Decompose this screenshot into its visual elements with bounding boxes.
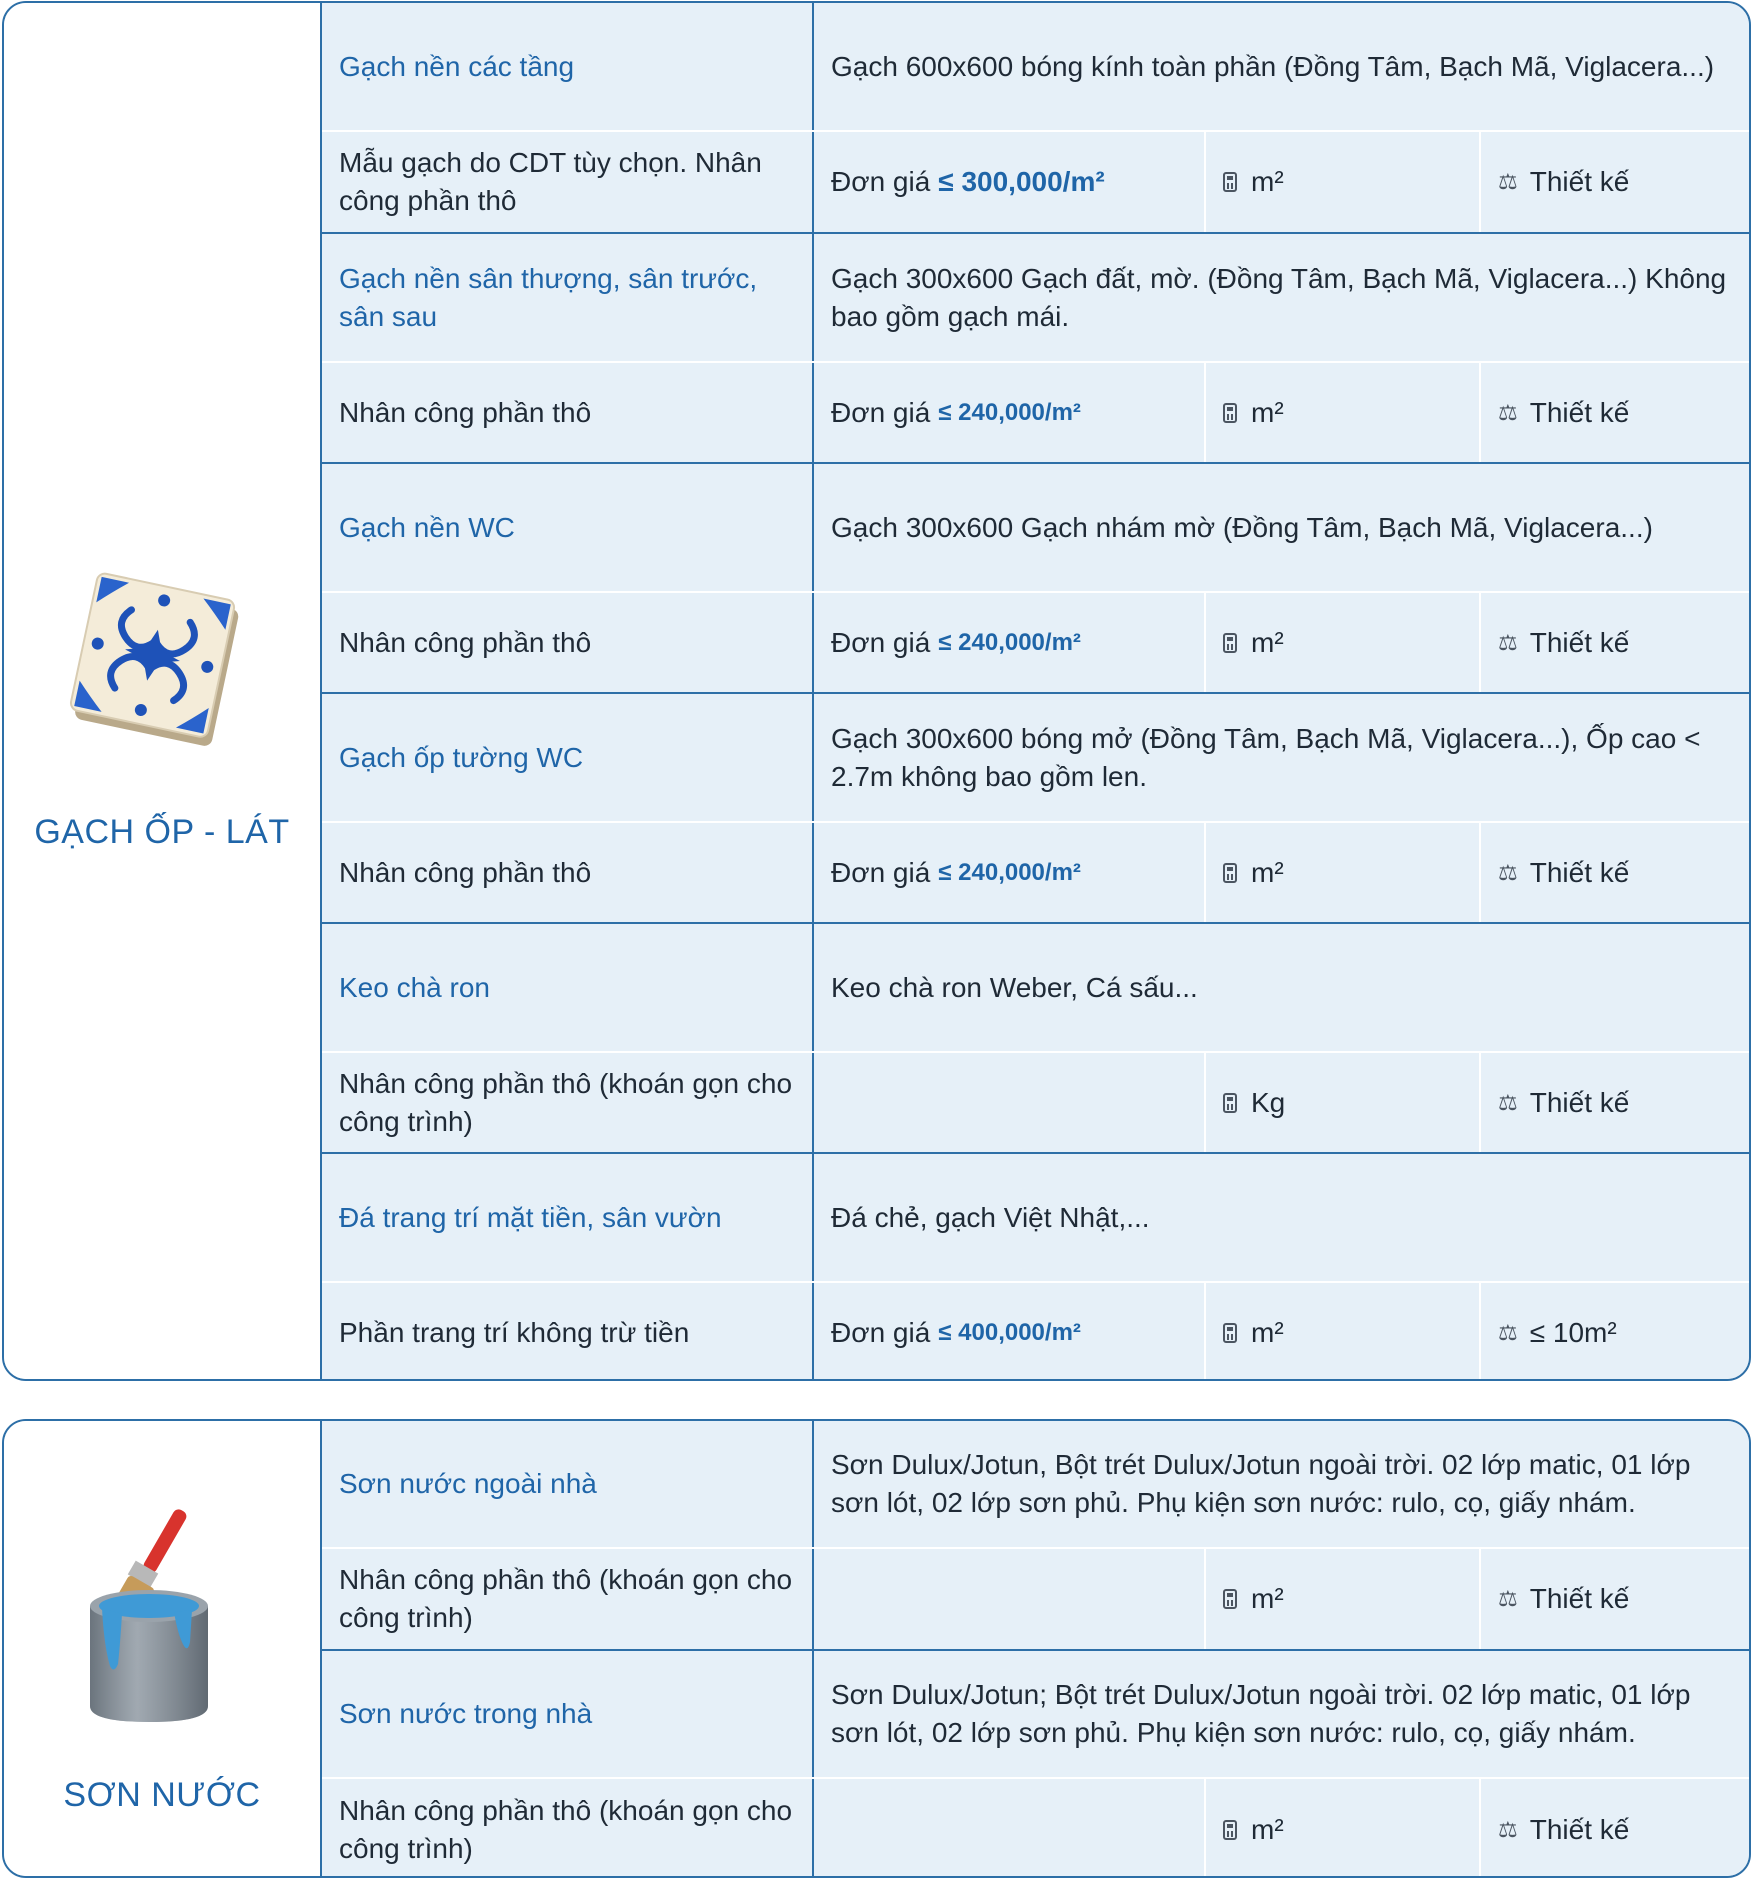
- note: [1481, 593, 1749, 692]
- scale-icon: ⚖: [1498, 1586, 1518, 1611]
- unit-price: [814, 1283, 1206, 1381]
- unit: [1206, 363, 1481, 462]
- table-row: [322, 1651, 1749, 1779]
- unit-price: [814, 593, 1206, 692]
- table-row: [322, 1283, 1749, 1381]
- unit-price: [814, 363, 1206, 462]
- item-name: Nhân công phần thô: [322, 593, 814, 692]
- table-row: [322, 1154, 1749, 1283]
- item-name: Nhân công phần thô: [322, 363, 814, 462]
- calculator-icon: [1223, 403, 1237, 423]
- table-row: [322, 464, 1749, 593]
- note: [1481, 1053, 1749, 1152]
- unit-price: [814, 1053, 1206, 1152]
- section-tiles-title: GẠCH ỐP - LÁT: [34, 813, 290, 851]
- section-tiles-sidebar: [4, 3, 322, 1379]
- table-row: [322, 1421, 1749, 1549]
- note: [1481, 823, 1749, 922]
- note-text: Thiết kế: [1529, 856, 1630, 888]
- item-name: Sơn nước ngoài nhà: [322, 1421, 814, 1547]
- item-name: Gạch nền các tầng: [322, 3, 814, 130]
- note: [1481, 1779, 1749, 1878]
- item-name: Gạch nền WC: [322, 464, 814, 591]
- unit-price: [814, 823, 1206, 922]
- calculator-icon: [1223, 633, 1237, 653]
- note: [1481, 1283, 1749, 1381]
- unit-text: Kg: [1251, 1086, 1286, 1118]
- note: [1481, 1549, 1749, 1649]
- note-text: Thiết kế: [1529, 1086, 1630, 1118]
- unit: [1206, 1053, 1481, 1152]
- item-name: Đá trang trí mặt tiền, sân vườn: [322, 1154, 814, 1281]
- item-description: Gạch 300x600 Gạch đất, mờ. (Đồng Tâm, Bạch Mã, Viglacera...) Không bao gồm gạch mái.: [831, 262, 1727, 332]
- item-description: Sơn Dulux/Jotun, Bột trét Dulux/Jotun ngoài trời. 02 lớp matic, 01 lớp sơn lót, 02 lớp sơn phủ. Phụ kiện sơn nước: rulo, cọ, giấy nhám.: [831, 1449, 1691, 1518]
- unit: [1206, 593, 1481, 692]
- unit-price: [814, 1549, 1206, 1649]
- unit-price: [814, 132, 1206, 232]
- unit: [1206, 1283, 1481, 1381]
- unit: [1206, 1549, 1481, 1649]
- table-row: [322, 3, 1749, 132]
- table-row: [322, 823, 1749, 924]
- calculator-icon: [1223, 172, 1237, 192]
- scale-icon: ⚖: [1498, 1816, 1518, 1842]
- scale-icon: ⚖: [1498, 1089, 1518, 1115]
- item-name: Nhân công phần thô (khoán gọn cho công trình): [322, 1779, 814, 1878]
- item-name: Phần trang trí không trừ tiền: [322, 1283, 814, 1381]
- price-value: ≤ 400,000/m²: [938, 1319, 1081, 1346]
- table-row: [322, 1053, 1749, 1154]
- scale-icon: ⚖: [1498, 399, 1518, 425]
- table-row: [322, 363, 1749, 464]
- table-row: [322, 1779, 1749, 1878]
- note-text: Thiết kế: [1529, 1813, 1630, 1845]
- table-row: [322, 694, 1749, 823]
- unit-text: m²: [1251, 1813, 1284, 1845]
- unit: [1206, 132, 1481, 232]
- unit-text: m²: [1251, 856, 1284, 888]
- unit-text: m²: [1251, 166, 1284, 197]
- calculator-icon: [1223, 1323, 1237, 1343]
- section-paint: [2, 1419, 1751, 1878]
- table-row: [322, 132, 1749, 234]
- table-row: [322, 1549, 1749, 1651]
- price-value: ≤ 300,000/m²: [938, 166, 1105, 197]
- item-name: Gạch nền sân thượng, sân trước, sân sau: [322, 234, 814, 361]
- item-description: Gạch 600x600 bóng kính toàn phần (Đồng Tâm, Bạch Mã, Viglacera...): [831, 50, 1715, 82]
- table-row: [322, 924, 1749, 1053]
- decorative-tile-icon: [56, 558, 256, 758]
- unit-text: m²: [1251, 1317, 1284, 1348]
- item-description: Sơn Dulux/Jotun; Bột trét Dulux/Jotun ngoài trời. 02 lớp matic, 01 lớp sơn lót, 02 lớp sơn phủ. Phụ kiện sơn nước: rulo, cọ, giấy nhám.: [831, 1679, 1691, 1748]
- unit-text: m²: [1251, 396, 1284, 428]
- price-label: Đơn giá: [831, 856, 931, 888]
- unit-text: m²: [1251, 1583, 1284, 1614]
- item-name: Mẫu gạch do CDT tùy chọn. Nhân công phần thô: [322, 132, 814, 232]
- unit: [1206, 1779, 1481, 1878]
- note-text: Thiết kế: [1529, 396, 1630, 428]
- scale-icon: ⚖: [1498, 1320, 1518, 1345]
- unit-text: m²: [1251, 626, 1284, 658]
- note-text: Thiết kế: [1529, 1583, 1630, 1614]
- section-paint-sidebar: [4, 1421, 322, 1876]
- note: [1481, 132, 1749, 232]
- table-row: [322, 234, 1749, 363]
- item-name: Nhân công phần thô (khoán gọn cho công trình): [322, 1549, 814, 1649]
- table-row: [322, 593, 1749, 694]
- item-description: Đá chẻ, gạch Việt Nhật,...: [831, 1201, 1150, 1233]
- section-tiles: [2, 1, 1751, 1381]
- note: [1481, 363, 1749, 462]
- scale-icon: ⚖: [1498, 169, 1518, 194]
- note-text: Thiết kế: [1529, 626, 1630, 658]
- price-value: ≤ 240,000/m²: [938, 628, 1081, 656]
- item-description: Gạch 300x600 Gạch nhám mờ (Đồng Tâm, Bạch Mã, Viglacera...): [831, 511, 1653, 543]
- item-description: Gạch 300x600 bóng mở (Đồng Tâm, Bạch Mã, Viglacera...), Ốp cao < 2.7m không bao gồm len.: [831, 722, 1701, 792]
- calculator-icon: [1223, 1820, 1237, 1840]
- price-label: Đơn giá: [831, 626, 931, 658]
- item-description: Keo chà ron Weber, Cá sấu...: [831, 971, 1198, 1003]
- scale-icon: ⚖: [1498, 629, 1518, 655]
- section-tiles-table: [322, 3, 1749, 1379]
- item-name: Gạch ốp tường WC: [322, 694, 814, 821]
- scale-icon: ⚖: [1498, 859, 1518, 885]
- note-text: Thiết kế: [1529, 166, 1630, 197]
- item-name: Nhân công phần thô (khoán gọn cho công trình): [322, 1053, 814, 1152]
- item-name: Nhân công phần thô: [322, 823, 814, 922]
- calculator-icon: [1223, 1589, 1237, 1609]
- note-text: ≤ 10m²: [1529, 1317, 1617, 1348]
- section-paint-title: SƠN NƯỚC: [63, 1776, 261, 1814]
- paint-can-icon: [74, 1496, 264, 1736]
- item-name: Keo chà ron: [322, 924, 814, 1051]
- price-value: ≤ 240,000/m²: [938, 398, 1081, 426]
- calculator-icon: [1223, 1093, 1237, 1113]
- price-label: Đơn giá: [831, 1317, 931, 1348]
- calculator-icon: [1223, 863, 1237, 883]
- price-label: Đơn giá: [831, 166, 931, 197]
- item-name: Sơn nước trong nhà: [322, 1651, 814, 1777]
- unit-price: [814, 1779, 1206, 1878]
- unit: [1206, 823, 1481, 922]
- price-value: ≤ 240,000/m²: [938, 858, 1081, 886]
- price-label: Đơn giá: [831, 396, 931, 428]
- section-paint-table: [322, 1421, 1749, 1876]
